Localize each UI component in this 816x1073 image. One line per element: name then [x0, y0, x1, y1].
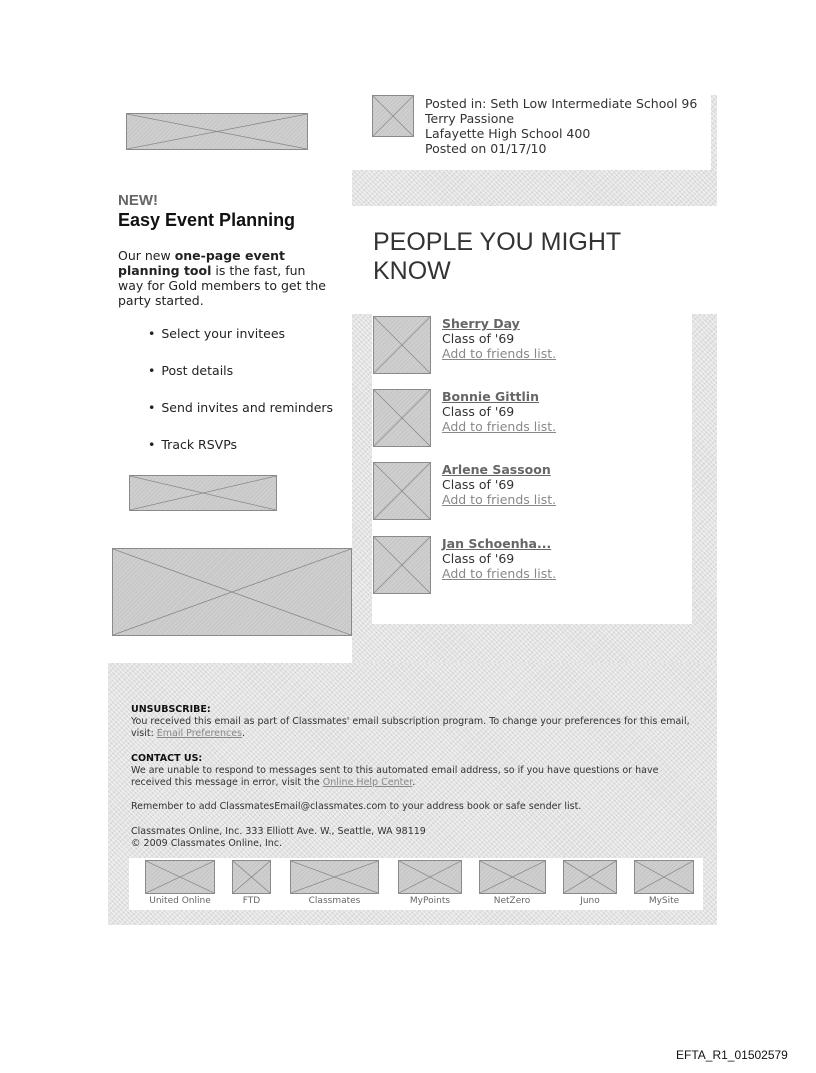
people-section-title: PEOPLE YOU MIGHT KNOW	[373, 228, 621, 285]
section-divider-band	[352, 170, 717, 206]
event-planning-description: Our new one-page event planning tool is the fast, fun way for Gold members to get the party started.	[118, 248, 326, 308]
add-friend-link[interactable]: Add to friends list.	[442, 566, 557, 581]
united-online-logo[interactable]	[145, 860, 215, 894]
add-friend-link[interactable]: Add to friends list.	[442, 346, 557, 361]
logo-label: MySite	[648, 896, 680, 906]
juno-logo[interactable]	[563, 860, 617, 894]
add-friend-link[interactable]: Add to friends list.	[442, 492, 557, 507]
person-name-link[interactable]: Jan Schoenha...	[442, 536, 552, 551]
person-class: Class of '69	[442, 331, 515, 346]
safe-sender-reminder: Remember to add ClassmatesEmail@classmates.com to your address book or safe sender list.	[131, 801, 582, 812]
person-photo[interactable]	[373, 316, 431, 374]
bullet-item: • Send invites and reminders	[148, 400, 333, 415]
header-image-placeholder	[126, 113, 308, 150]
person-name-link[interactable]: Arlene Sassoon	[442, 462, 551, 477]
person-class: Class of '69	[442, 477, 515, 492]
bullet-item: • Post details	[148, 363, 233, 378]
post-date: Posted on 01/17/10	[425, 141, 547, 156]
email-preferences-link[interactable]: Email Preferences	[156, 728, 243, 739]
post-school: Lafayette High School 400	[425, 126, 591, 141]
post-location: Posted in: Seth Low Intermediate School 96	[425, 96, 698, 111]
bullet-item: • Track RSVPs	[148, 437, 237, 452]
copyright: © 2009 Classmates Online, Inc.	[131, 838, 283, 849]
contact-text: We are unable to respond to messages sent to this automated email address, so if you have questions or have received this message in error, visit the Online Help Center.	[131, 765, 659, 788]
logo-label: United Online	[149, 896, 211, 906]
person-class: Class of '69	[442, 551, 515, 566]
banner-ad-placeholder[interactable]	[112, 548, 352, 636]
ftd-logo[interactable]	[232, 860, 271, 894]
poster-photo	[372, 95, 414, 137]
logo-label: Classmates	[308, 896, 361, 906]
mypoints-logo[interactable]	[398, 860, 462, 894]
classmates-logo[interactable]	[290, 860, 379, 894]
unsubscribe-heading: UNSUBSCRIBE:	[131, 704, 211, 715]
document-id: EFTA_R1_01502579	[676, 1048, 788, 1062]
logo-label: MyPoints	[409, 896, 451, 906]
company-address: Classmates Online, Inc. 333 Elliott Ave. W., Seattle, WA 98119	[131, 826, 426, 837]
person-photo[interactable]	[373, 462, 431, 520]
person-photo[interactable]	[373, 536, 431, 594]
person-photo[interactable]	[373, 389, 431, 447]
unsubscribe-text: You received this email as part of Classmates' email subscription program. To change your preferences for this email, visit: Email Preferences.	[131, 716, 690, 739]
event-button-placeholder[interactable]	[129, 475, 277, 511]
person-name-link[interactable]: Sherry Day	[442, 316, 520, 331]
mysite-logo[interactable]	[634, 860, 694, 894]
person-name-link[interactable]: Bonnie Gittlin	[442, 389, 539, 404]
person-class: Class of '69	[442, 404, 515, 419]
post-author: Terry Passione	[425, 111, 515, 126]
online-help-center-link[interactable]: Online Help Center	[322, 777, 413, 788]
contact-heading: CONTACT US:	[131, 753, 203, 764]
logo-label: NetZero	[493, 896, 531, 906]
logo-label: Juno	[580, 896, 600, 906]
new-label: NEW!	[118, 192, 158, 209]
logo-label: FTD	[242, 896, 261, 906]
add-friend-link[interactable]: Add to friends list.	[442, 419, 557, 434]
bullet-item: • Select your invitees	[148, 326, 285, 341]
event-planning-title: Easy Event Planning	[118, 210, 296, 230]
netzero-logo[interactable]	[479, 860, 546, 894]
